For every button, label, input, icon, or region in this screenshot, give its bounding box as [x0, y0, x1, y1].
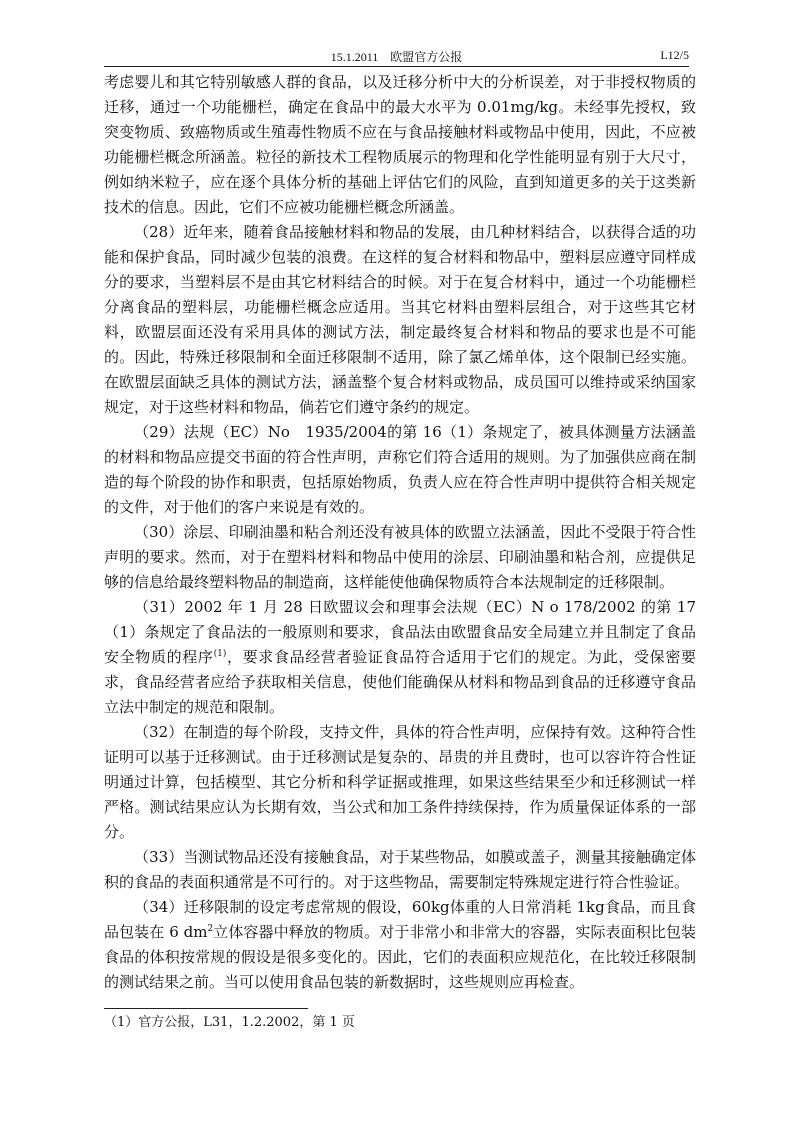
page-header	[104, 44, 689, 67]
paragraph-31-text-before: （31）2002 年 1 月 28 日欧盟议会和理事会法规（EC）N o 178/2002 的第 17（1）条规定了食品法的一般原则和要求，食品法由欧盟食品安全局建立并且制定了食品安全物质的程序	[104, 598, 696, 666]
footnote-divider	[104, 1008, 308, 1009]
paragraph-31	[104, 595, 696, 720]
footnote: （1）官方公报，L31，1.2.2002，第 1 页	[104, 1015, 355, 1030]
body-text	[104, 70, 696, 995]
header-date-journal: 15.1.2011 欧盟官方公报	[330, 50, 463, 64]
superscript-two: 2	[207, 924, 214, 934]
paragraph-28: （28）近年来，随着食品接触材料和物品的发展，由几种材料结合，以获得合适的功能和保护食品，同时减少包装的浪费。在这样的复合材料和物品中，塑料层应遵守同样成分的要求，当塑料层不是由其它材料结合的时候。对于在复合材料中，通过一个功能栅栏分离食品的塑料层，功能栅栏概念应适用。当其它材料由塑料层组合，对于这些其它材料，欧盟层面还没有采用具体的测试方法，制定最终复合材料和物品的要求也是不可能的。因此，特殊迁移限制和全面迁移限制不适用，除了氯乙烯单体，这个限制已经实施。在欧盟层面缺乏具体的测试方法，涵盖整个复合材料或物品，成员国可以维持或采纳国家规定，对于这些材料和物品，倘若它们遵守条约的规定。	[104, 223, 696, 416]
paragraph-33: （33）当测试物品还没有接触食品，对于某些物品，如膜或盖子，测量其接触确定体积的食品的表面积通常是不可行的。对于这些物品，需要制定特殊规定进行符合性验证。	[104, 848, 696, 891]
paragraph-34-text-after: 立体容器中释放的物质。对于非常小和非常大的容器，实际表面积比包装食品的体积按常规的假设是很多变化的。因此，它们的表面积应规范化，在比较迁移限制的测试结果之前。当可以使用食品包装的新数据时，这些规则应再检查。	[104, 923, 696, 991]
paragraph-32: （32）在制造的每个阶段，支持文件，具体的符合性声明，应保持有效。这种符合性证明可以基于迁移测试。由于迁移测试是复杂的、昂贵的并且费时，也可以容许符合性证明通过计算，包括模型、其它分析和科学证据或推理，如果这些结果至少和迁移测试一样严格。测试结果应认为长期有效，当公式和加工条件持续保持，作为质量保证体系的一部分。	[104, 723, 696, 841]
paragraph-30: （30）涂层、印刷油墨和粘合剂还没有被具体的欧盟立法涵盖，因此不受限于符合性声明的要求。然而，对于在塑料材料和物品中使用的涂层、印刷油墨和粘合剂，应提供足够的信息给最终塑料物品的制造商，这样能使他确保物质符合本法规制定的迁移限制。	[104, 523, 696, 591]
paragraph-34	[104, 895, 696, 995]
footnote-reference: (1)	[213, 649, 227, 659]
paragraph-29: （29）法规（EC）No 1935/2004的第 16（1）条规定了，被具体测量方法涵盖的材料和物品应提交书面的符合性声明，声称它们符合适用的规则。为了加强供应商在制造的每个阶段的协作和职责，包括原始物质，负责人应在符合性声明中提供符合相关规定的文件，对于他们的客户来说是有效的。	[104, 423, 696, 516]
header-page-ref: L12/5	[660, 48, 689, 62]
paragraph-continued: 考虑婴儿和其它特别敏感人群的食品，以及迁移分析中大的分析误差，对于非授权物质的迁移，通过一个功能栅栏，确定在食品中的最大水平为 0.01mg/kg。未经事先授权，致突变物质、致癌物质或生殖毒性物质不应在与食品接触材料或物品中使用，因此，不应被功能栅栏概念所涵盖。粒径的新技术工程物质展示的物理和化学性能明显有别于大尺寸，例如纳米粒子，应在逐个具体分析的基础上评估它们的风险，直到知道更多的关于这类新技术的信息。因此，它们不应被功能栅栏概念所涵盖。	[104, 73, 696, 216]
paragraph-34-text-before: （34）迁移限制的设定考虑常规的假设，60kg体重的人日常消耗 1kg食品，而且食品包装在 6 dm	[104, 898, 696, 941]
paragraph-31-text-after: ，要求食品经营者验证食品符合适用于它们的规定。为此，受保密要求，食品经营者应给予获取相关信息，使他们能确保从材料和物品到食品的迁移遵守食品立法中制定的规范和限制。	[104, 648, 696, 716]
